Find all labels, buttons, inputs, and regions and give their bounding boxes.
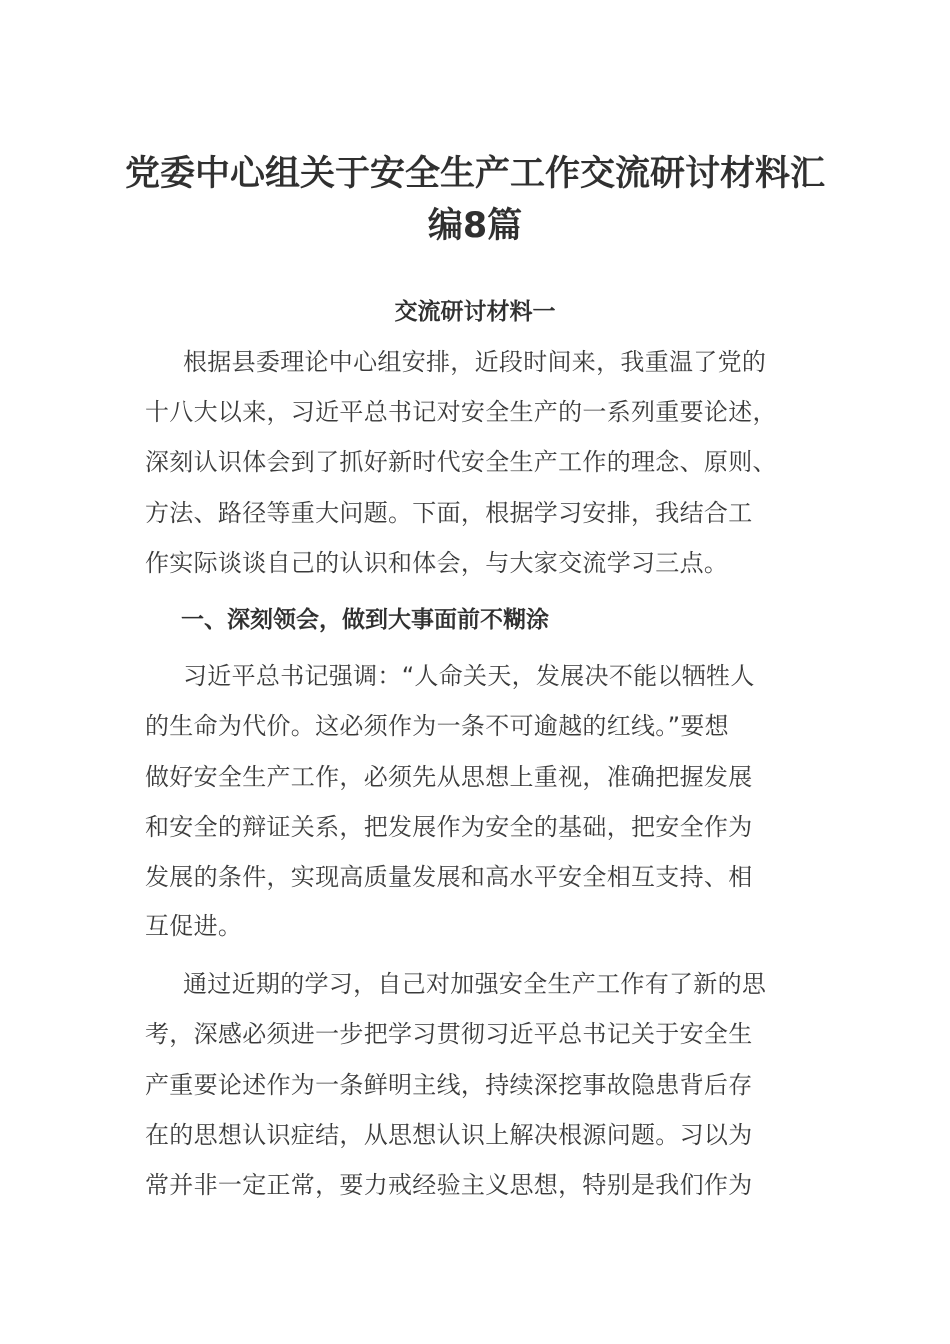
paragraph1-line: 方法、路径等重大问题。下面，根据学习安排，我结合工 xyxy=(145,499,753,527)
paragraph3-line: 在的思想认识症结，从思想认识上解决根源问题。习以为 xyxy=(145,1121,753,1149)
paragraph1-line: 作实际谈谈自己的认识和体会，与大家交流学习三点。 xyxy=(145,549,729,577)
paragraph3-line: 通过近期的学习，自己对加强安全生产工作有了新的思 xyxy=(183,970,767,998)
paragraph1-line: 深刻认识体会到了抓好新时代安全生产工作的理念、原则、 xyxy=(145,448,777,476)
paragraph2-line: 和安全的辩证关系，把发展作为安全的基础，把安全作为 xyxy=(145,813,753,841)
document-title-line-2: 编8篇 xyxy=(427,206,523,246)
paragraph3-line: 常并非一定正常，要力戒经验主义思想，特别是我们作为 xyxy=(145,1171,753,1199)
paragraph1-line: 根据县委理论中心组安排，近段时间来，我重温了党的 xyxy=(183,348,767,376)
paragraph2-line: 的生命为代价。这必须作为一条不可逾越的红线。”要想 xyxy=(145,712,729,740)
paragraph1-line: 十八大以来，习近平总书记对安全生产的一系列重要论述， xyxy=(145,398,777,426)
section-heading-1: 一、深刻领会，做到大事面前不糊涂 xyxy=(181,607,549,633)
paragraph2-line: 发展的条件，实现高质量发展和高水平安全相互支持、相 xyxy=(145,863,753,891)
paragraph2-line: 互促进。 xyxy=(145,912,243,940)
document-title-line-1: 党委中心组关于安全生产工作交流研讨材料汇 xyxy=(124,154,825,194)
paragraph3-line: 考，深感必须进一步把学习贯彻习近平总书记关于安全生 xyxy=(145,1020,753,1048)
section-title: 交流研讨材料一 xyxy=(394,299,556,325)
paragraph2-line: 做好安全生产工作，必须先从思想上重视，准确把握发展 xyxy=(145,763,753,791)
paragraph2-line: 习近平总书记强调：“人命关天，发展决不能以牺牲人 xyxy=(183,662,755,690)
paragraph3-line: 产重要论述作为一条鲜明主线，持续深挖事故隐患背后存 xyxy=(145,1071,753,1099)
